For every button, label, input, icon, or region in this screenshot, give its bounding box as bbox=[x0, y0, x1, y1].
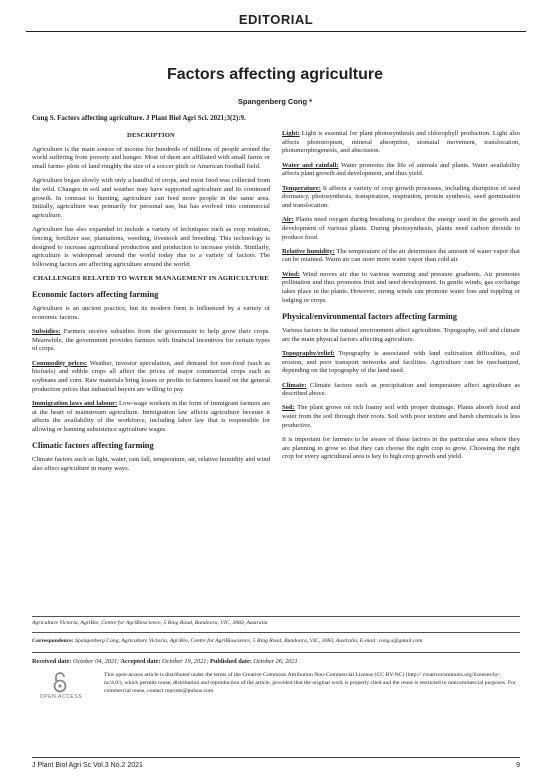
paragraph: Agriculture began slowly with only a handful of crops, and most food was collected from the wild. Changes in soil and weather may have supported agriculture and its continued growth. In contrast to hunting, agriculture can feed more people in the same area. Initially, agriculture was primarily for personal use, but has evolved into commercial agriculture. bbox=[32, 177, 270, 220]
published-label: Published date: bbox=[208, 658, 252, 665]
soil-label: Soil: bbox=[282, 404, 295, 412]
challenges-heading: CHALLENGES RELATED TO WATER MANAGEMENT IN AGRICULTURE bbox=[32, 275, 270, 283]
paragraph: Agriculture has also expanded to include a variety of techniques such as crop rotation, fencing, fertilizer use, plantations, weeding, livestock and breeding. This technology is designed to increase agricultural production and production to increase yields. Similarly, agriculture is widespread around the world today due to a variety of factors. The following factors are affecting agriculture around the world: bbox=[32, 226, 270, 269]
right-column bbox=[282, 130, 520, 468]
open-access-badge bbox=[32, 670, 90, 704]
footnote-rule bbox=[32, 652, 520, 653]
climate-text: Climate factors such as precipitation and temperature affect agriculture as described above. bbox=[282, 381, 520, 398]
accepted-value: October 19, 2021; bbox=[160, 658, 209, 665]
dates-line bbox=[32, 658, 298, 665]
received-value: October 04, 2021; bbox=[71, 658, 120, 665]
immigration-label: Immigration laws and labour: bbox=[32, 399, 118, 407]
paragraph: Agriculture is the main source of income for hundreds of millions of people around the world suffering from poverty and hunger. Most of them are affiliated with small farms or small farms- plots of land roughly the size of a soccer pitch or American football field. bbox=[32, 145, 270, 171]
author-line: Spangenberg Cong * bbox=[237, 97, 313, 106]
subsidies-label: Subsidies: bbox=[32, 328, 61, 336]
open-access-label: OPEN ACCESS bbox=[39, 694, 83, 700]
immigration-text: Low-wage workers in the form of immigrant farmers are at the heart of mainstream agriculture. Immigration law affects agriculture because it affects the availability of the workforce, including labor law that is responsible for allowing or banning subsistence agriculture wages. bbox=[32, 399, 271, 434]
license-text: This open-access article is distributed under the terms of the Creative Commons Attribution Non-Commercial License (CC BY-NC) (http:// creativecommons.org/licenses/by-nc/4.0/), which permits reuse, distribution and reproduction of the article, provided that the original work is properly cited and the reuse is restricted to noncommercial purposes. For commercial reuse, contact reprints@pulsus.com bbox=[104, 672, 516, 694]
topography-paragraph bbox=[282, 350, 520, 376]
light-paragraph bbox=[282, 130, 520, 156]
paragraph: It is important for farmers to be aware of these factors in the particular area where they are planning to grow so that they can choose the right crop to grow. Choosing the right crop for every agricultural area is key to high crop growth and yield. bbox=[282, 436, 520, 461]
section-label: EDITORIAL bbox=[238, 12, 314, 27]
wind-paragraph bbox=[282, 271, 520, 306]
commodity-text: Weather, investor speculation, and demand for non-food (such as biofuels) and edible crops all affect the prices of major commercial crops such as soybeans and corn. Raw materials bring losses or profits to farmers based on the general production prices that industrial buyers are willing to pay. bbox=[32, 359, 270, 393]
humidity-paragraph bbox=[282, 248, 520, 265]
humidity-text: The temperature of the air determines the amount of water vapor that can be retained. Warm air can store more water vapor than cold air. bbox=[282, 247, 520, 264]
temperature-paragraph bbox=[282, 185, 520, 211]
header-rule bbox=[26, 31, 526, 32]
physical-heading: Physical/environmental factors affecting farming bbox=[282, 311, 457, 321]
climatic-heading: Climatic factors affecting farming bbox=[32, 441, 154, 451]
left-column bbox=[32, 130, 270, 479]
topography-text: Topography is associated with land cultivation difficulties, soil erosion, and poor transport networks and facilities. Agriculture can be mechanized, depending on the topography of the land used. bbox=[282, 349, 520, 375]
paragraph: Agriculture is an ancient practice, but its modern form is influenced by a variety of economic factors. bbox=[32, 305, 270, 321]
header-band bbox=[26, 10, 526, 32]
water-paragraph bbox=[282, 162, 520, 179]
correspondence-label: Correspondence: bbox=[32, 638, 74, 644]
open-lock-icon bbox=[52, 671, 68, 693]
wind-label: Wind: bbox=[282, 270, 300, 278]
commodity-paragraph bbox=[32, 360, 270, 395]
water-label: Water and rainfall: bbox=[282, 161, 339, 169]
air-text: Plants need oxygen during breathing to produce the energy used in the growth and development of various plants. During photosynthesis, plants need carbon dioxide to produce food. bbox=[282, 216, 520, 241]
topography-label: Topography/relief: bbox=[282, 349, 335, 357]
footnote-rule bbox=[32, 616, 520, 617]
article-title: Factors affecting agriculture bbox=[166, 66, 384, 83]
immigration-paragraph bbox=[32, 400, 270, 435]
light-label: Light: bbox=[282, 130, 300, 137]
light-text: Light is essential for plant photosynthesis and chlorophyll production. Light also affects phototropism, mineral absorption, stomatal movement, translocation, photomorphogenesis, and abscission. bbox=[282, 130, 520, 155]
climate-paragraph bbox=[282, 382, 520, 399]
air-label: Air: bbox=[282, 216, 294, 224]
economic-heading: Economic factors affecting farming bbox=[32, 290, 159, 300]
temperature-text: It affects a variety of crop growth processes, including disruption of seed dormancy, photosynthesis, transpiration, respiration, protein synthesis, seed germination and translocation. bbox=[282, 184, 520, 209]
paragraph: Various factors in the natural environment affect agriculture. Topography, soil and climate are the main physical factors affecting agriculture. bbox=[282, 327, 520, 343]
footnote-rule bbox=[32, 632, 520, 633]
wind-text: Wind moves air due to various warming and pressure gradients. Air promotes pollination and thus promotes fruit and seed development. In gentle winds, gas exchange takes place in the plants. However, strong winds can promote water loss and toppling or lodging or crops. bbox=[282, 270, 520, 304]
air-paragraph bbox=[282, 216, 520, 242]
subsidies-text: Farmers receive subsidies from the government to help grow their crops. Meanwhile, the government provides farmers with financial incentives for certain types of crops. bbox=[32, 328, 270, 353]
temperature-label: Temperature: bbox=[282, 184, 321, 192]
paragraph: Climate factors such as light, water, rain fall, temperature, air, relative humidity and wind also affect agriculture in many ways. bbox=[32, 456, 270, 473]
commodity-label: Commodity prices: bbox=[32, 359, 88, 367]
accepted-label: Accepted date: bbox=[119, 658, 161, 665]
affiliation: Agriculture Victoria, AgriBio, Centre for AgriBioscience, 5 Ring Road, Bundoora, VIC, 3083, Australia bbox=[32, 620, 268, 626]
humidity-label: Relative humidity: bbox=[282, 247, 335, 255]
page-footer-rule bbox=[32, 757, 520, 758]
climate-label: Climate: bbox=[282, 381, 307, 389]
soil-text: The plant grows on rich loamy soil with proper drainage. Plants absorb food and water from the soil through their roots. Soil with poor texture and harsh chemicals is less productive. bbox=[282, 404, 520, 429]
soil-paragraph bbox=[282, 404, 520, 430]
received-label: Received date: bbox=[32, 658, 72, 665]
description-heading: DESCRIPTION bbox=[127, 132, 175, 139]
published-value: October 26, 2021 bbox=[251, 658, 298, 665]
correspondence bbox=[32, 638, 522, 645]
subsidies-paragraph bbox=[32, 328, 270, 354]
water-text: Water promotes the life of animals and plants. Water availability affects plant growth and development, and thus yield. bbox=[282, 161, 520, 178]
correspondence-text: Spangenberg Cong, Agriculture Victoria, AgriBio, Centre for AgriBioscience, 5 Ring Road, Bundoora, VIC, 3083, Australia, E-mail: cong.s@gmail.com bbox=[73, 638, 423, 644]
page-number: 9 bbox=[516, 762, 520, 769]
journal-footer: J Plant Biol Agri Sc Vol.3 No.2 2021 bbox=[32, 762, 143, 769]
citation-line: Cong S. Factors affecting agriculture. J Plant Biol Agri Sci. 2021;3(2):9. bbox=[32, 114, 246, 122]
